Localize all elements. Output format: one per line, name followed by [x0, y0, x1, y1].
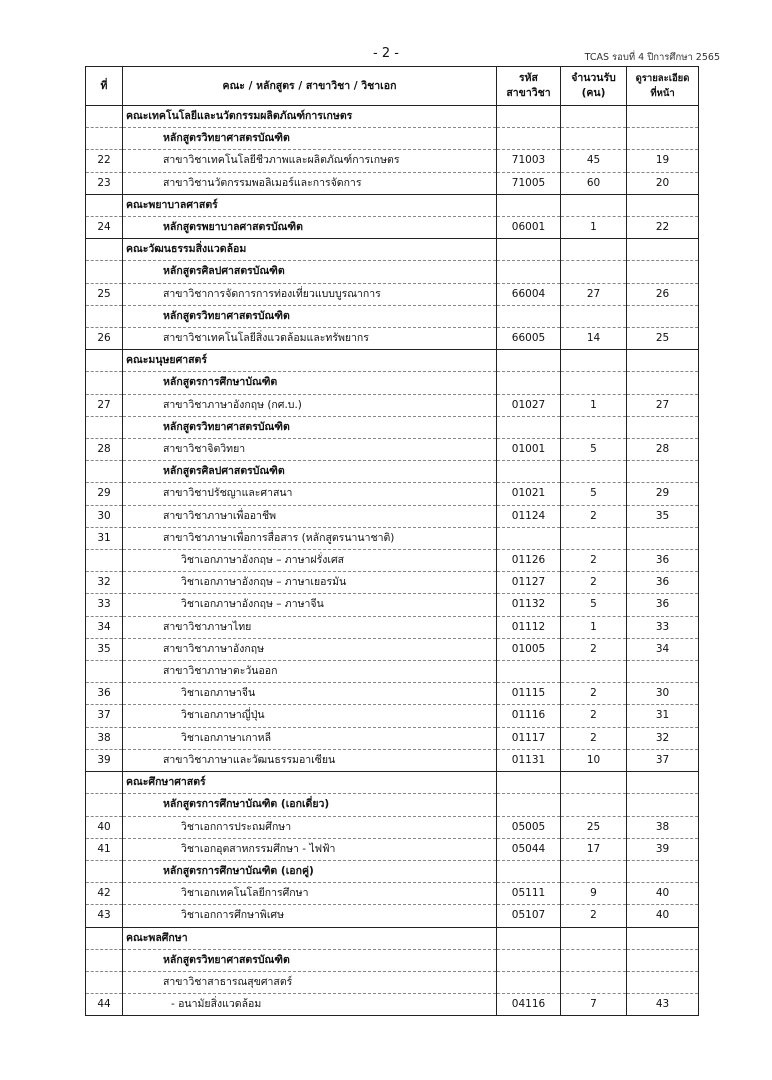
- detail-page: 29: [627, 483, 699, 505]
- admission-quantity: 2: [561, 727, 627, 749]
- major-code: 71005: [497, 172, 561, 194]
- major-name: สาขาวิชาสาธารณสุขศาสตร์: [123, 971, 497, 993]
- admission-quantity: 2: [561, 505, 627, 527]
- row-number: [86, 239, 123, 261]
- table-row: [86, 128, 699, 150]
- major-code: [497, 927, 561, 949]
- table-row: [86, 194, 699, 216]
- table-row: [86, 971, 699, 993]
- table-row: [86, 350, 699, 372]
- major-code: 06001: [497, 217, 561, 239]
- table-row: [86, 106, 699, 128]
- faculty-name: คณะพลศึกษา: [123, 927, 497, 949]
- table-body: [86, 106, 699, 1016]
- major-code: [497, 194, 561, 216]
- detail-page: 35: [627, 505, 699, 527]
- major-code: [497, 106, 561, 128]
- detail-page: [627, 971, 699, 993]
- admission-table: [85, 66, 699, 1016]
- program-name: หลักสูตรการศึกษาบัณฑิต (เอกเดี่ยว): [123, 794, 497, 816]
- detail-page: 40: [627, 905, 699, 927]
- table-row: [86, 461, 699, 483]
- row-number: [86, 350, 123, 372]
- major-name: สาขาวิชานวัตกรรมพอลิเมอร์และการจัดการ: [123, 172, 497, 194]
- row-number: 34: [86, 616, 123, 638]
- major-name: สาขาวิชาภาษาเพื่อการสื่อสาร (หลักสูตรนานาชาติ): [123, 527, 497, 549]
- detail-page: 43: [627, 994, 699, 1016]
- major-code: 01027: [497, 394, 561, 416]
- major-code: [497, 860, 561, 882]
- admission-quantity: [561, 261, 627, 283]
- detail-page: 27: [627, 394, 699, 416]
- admission-quantity: 60: [561, 172, 627, 194]
- program-name: หลักสูตรวิทยาศาสตรบัณฑิต: [123, 416, 497, 438]
- admission-quantity: 5: [561, 594, 627, 616]
- major-code: 01126: [497, 550, 561, 572]
- table-row: [86, 661, 699, 683]
- detail-page: 36: [627, 550, 699, 572]
- header-name: คณะ / หลักสูตร / สาขาวิชา / วิชาเอก: [123, 67, 497, 106]
- table-header-row: [86, 67, 699, 106]
- major-code: [497, 527, 561, 549]
- detail-page: [627, 305, 699, 327]
- detail-page: [627, 661, 699, 683]
- detail-page: 31: [627, 705, 699, 727]
- major-code: 71003: [497, 150, 561, 172]
- row-number: 37: [86, 705, 123, 727]
- faculty-name: คณะมนุษยศาสตร์: [123, 350, 497, 372]
- admission-quantity: 7: [561, 994, 627, 1016]
- detail-page: [627, 416, 699, 438]
- program-name: หลักสูตรวิทยาศาสตรบัณฑิต: [123, 305, 497, 327]
- major-name: วิชาเอกภาษาอังกฤษ – ภาษาเยอรมัน: [123, 572, 497, 594]
- major-name: สาขาวิชาเทคโนโลยีชีวภาพและผลิตภัณฑ์การเกษตร: [123, 150, 497, 172]
- detail-page: 39: [627, 838, 699, 860]
- detail-page: 19: [627, 150, 699, 172]
- table-row: [86, 261, 699, 283]
- row-number: [86, 106, 123, 128]
- row-number: 35: [86, 638, 123, 660]
- header-page: ดูรายละเอียด ที่หน้า: [627, 67, 699, 106]
- admission-quantity: [561, 372, 627, 394]
- major-name: สาขาวิชาการจัดการการท่องเที่ยวแบบบูรณาการ: [123, 283, 497, 305]
- detail-page: [627, 128, 699, 150]
- table-row: [86, 749, 699, 771]
- table-row: [86, 239, 699, 261]
- row-number: 30: [86, 505, 123, 527]
- admission-quantity: 27: [561, 283, 627, 305]
- detail-page: 22: [627, 217, 699, 239]
- admission-quantity: [561, 772, 627, 794]
- program-name: หลักสูตรวิทยาศาสตรบัณฑิต: [123, 128, 497, 150]
- admission-quantity: [561, 128, 627, 150]
- table-row: [86, 283, 699, 305]
- document-header: TCAS รอบที่ 4 ปีการศึกษา 2565: [584, 52, 720, 63]
- table-row: [86, 994, 699, 1016]
- major-code: 01131: [497, 749, 561, 771]
- row-number: [86, 860, 123, 882]
- header-code: รหัส สาขาวิชา: [497, 67, 561, 106]
- table-row: [86, 527, 699, 549]
- admission-quantity: 1: [561, 217, 627, 239]
- detail-page: 40: [627, 883, 699, 905]
- admission-quantity: [561, 527, 627, 549]
- table-row: [86, 217, 699, 239]
- major-name: สาขาวิชาเทคโนโลยีสิ่งแวดล้อมและทรัพยากร: [123, 328, 497, 350]
- major-code: 01132: [497, 594, 561, 616]
- major-name: สาขาวิชาปรัชญาและศาสนา: [123, 483, 497, 505]
- table-row: [86, 905, 699, 927]
- admission-quantity: [561, 794, 627, 816]
- major-name: วิชาเอกภาษาอังกฤษ – ภาษาฝรั่งเศส: [123, 550, 497, 572]
- major-code: 66005: [497, 328, 561, 350]
- detail-page: [627, 860, 699, 882]
- row-number: [86, 794, 123, 816]
- table-row: [86, 394, 699, 416]
- row-number: 33: [86, 594, 123, 616]
- major-code: [497, 128, 561, 150]
- table-row: [86, 172, 699, 194]
- detail-page: [627, 350, 699, 372]
- table-row: [86, 772, 699, 794]
- detail-page: 30: [627, 683, 699, 705]
- faculty-name: คณะศึกษาศาสตร์: [123, 772, 497, 794]
- table-row: [86, 328, 699, 350]
- admission-quantity: 2: [561, 638, 627, 660]
- faculty-name: คณะวัฒนธรรมสิ่งแวดล้อม: [123, 239, 497, 261]
- table-row: [86, 439, 699, 461]
- detail-page: 36: [627, 572, 699, 594]
- major-code: [497, 461, 561, 483]
- admission-quantity: [561, 416, 627, 438]
- admission-quantity: 2: [561, 550, 627, 572]
- table-row: [86, 483, 699, 505]
- table-row: [86, 616, 699, 638]
- table-row: [86, 372, 699, 394]
- admission-quantity: [561, 661, 627, 683]
- admission-quantity: 9: [561, 883, 627, 905]
- major-code: 01124: [497, 505, 561, 527]
- major-code: [497, 305, 561, 327]
- row-number: 27: [86, 394, 123, 416]
- header-quantity: จำนวนรับ (คน): [561, 67, 627, 106]
- table-row: [86, 860, 699, 882]
- row-number: 40: [86, 816, 123, 838]
- table-row: [86, 883, 699, 905]
- major-name: สาขาวิชาภาษาและวัฒนธรรมอาเซียน: [123, 749, 497, 771]
- detail-page: [627, 106, 699, 128]
- admission-quantity: [561, 860, 627, 882]
- table-row: [86, 150, 699, 172]
- table-row: [86, 949, 699, 971]
- admission-quantity: 1: [561, 394, 627, 416]
- row-number: [86, 416, 123, 438]
- row-number: 25: [86, 283, 123, 305]
- admission-quantity: 2: [561, 572, 627, 594]
- detail-page: [627, 949, 699, 971]
- program-name: หลักสูตรศิลปศาสตรบัณฑิต: [123, 461, 497, 483]
- row-number: 28: [86, 439, 123, 461]
- major-name: วิชาเอกการศึกษาพิเศษ: [123, 905, 497, 927]
- major-code: [497, 350, 561, 372]
- major-code: 01112: [497, 616, 561, 638]
- program-name: หลักสูตรการศึกษาบัณฑิต: [123, 372, 497, 394]
- detail-page: [627, 372, 699, 394]
- admission-quantity: 1: [561, 616, 627, 638]
- admission-quantity: [561, 971, 627, 993]
- table-row: [86, 572, 699, 594]
- admission-quantity: 5: [561, 483, 627, 505]
- detail-page: [627, 527, 699, 549]
- admission-quantity: [561, 194, 627, 216]
- table-row: [86, 727, 699, 749]
- admission-quantity: 14: [561, 328, 627, 350]
- row-number: [86, 305, 123, 327]
- major-code: [497, 949, 561, 971]
- major-name: วิชาเอกภาษาอังกฤษ – ภาษาจีน: [123, 594, 497, 616]
- row-number: [86, 128, 123, 150]
- major-code: 05044: [497, 838, 561, 860]
- detail-page: 36: [627, 594, 699, 616]
- major-code: 01116: [497, 705, 561, 727]
- detail-page: [627, 194, 699, 216]
- admission-quantity: [561, 239, 627, 261]
- faculty-name: คณะเทคโนโลยีและนวัตกรรมผลิตภัณฑ์การเกษตร: [123, 106, 497, 128]
- row-number: 43: [86, 905, 123, 927]
- major-code: [497, 772, 561, 794]
- major-code: 01127: [497, 572, 561, 594]
- row-number: 23: [86, 172, 123, 194]
- row-number: [86, 550, 123, 572]
- row-number: 44: [86, 994, 123, 1016]
- faculty-name: คณะพยาบาลศาสตร์: [123, 194, 497, 216]
- row-number: 26: [86, 328, 123, 350]
- major-name: - อนามัยสิ่งแวดล้อม: [123, 994, 497, 1016]
- row-number: 41: [86, 838, 123, 860]
- detail-page: 32: [627, 727, 699, 749]
- major-code: [497, 971, 561, 993]
- detail-page: 33: [627, 616, 699, 638]
- detail-page: [627, 794, 699, 816]
- major-code: [497, 239, 561, 261]
- major-code: 01005: [497, 638, 561, 660]
- major-name: สาขาวิชาภาษาอังกฤษ (กศ.บ.): [123, 394, 497, 416]
- row-number: 42: [86, 883, 123, 905]
- admission-quantity: 10: [561, 749, 627, 771]
- program-name: หลักสูตรการศึกษาบัณฑิต (เอกคู่): [123, 860, 497, 882]
- row-number: [86, 772, 123, 794]
- detail-page: 25: [627, 328, 699, 350]
- major-name: สาขาวิชาภาษาอังกฤษ: [123, 638, 497, 660]
- table-row: [86, 794, 699, 816]
- admission-quantity: 5: [561, 439, 627, 461]
- program-name: หลักสูตรศิลปศาสตรบัณฑิต: [123, 261, 497, 283]
- major-name: วิชาเอกเทคโนโลยีการศึกษา: [123, 883, 497, 905]
- row-number: 38: [86, 727, 123, 749]
- admission-quantity: 2: [561, 705, 627, 727]
- table-row: [86, 550, 699, 572]
- admission-quantity: 2: [561, 683, 627, 705]
- row-number: 39: [86, 749, 123, 771]
- detail-page: 38: [627, 816, 699, 838]
- detail-page: 37: [627, 749, 699, 771]
- table-row: [86, 638, 699, 660]
- major-name: วิชาเอกภาษาเกาหลี: [123, 727, 497, 749]
- admission-quantity: [561, 305, 627, 327]
- major-name: วิชาเอกการประถมศึกษา: [123, 816, 497, 838]
- major-code: 66004: [497, 283, 561, 305]
- major-code: 01115: [497, 683, 561, 705]
- major-name: วิชาเอกภาษาจีน: [123, 683, 497, 705]
- detail-page: 28: [627, 439, 699, 461]
- table-row: [86, 683, 699, 705]
- major-code: 01117: [497, 727, 561, 749]
- major-code: 05111: [497, 883, 561, 905]
- major-name: สาขาวิชาภาษาไทย: [123, 616, 497, 638]
- admission-quantity: 17: [561, 838, 627, 860]
- admission-quantity: 2: [561, 905, 627, 927]
- page-number: - 2 -: [373, 46, 399, 61]
- row-number: [86, 661, 123, 683]
- row-number: [86, 927, 123, 949]
- major-code: [497, 416, 561, 438]
- table-row: [86, 927, 699, 949]
- detail-page: [627, 239, 699, 261]
- admission-quantity: [561, 949, 627, 971]
- row-number: [86, 461, 123, 483]
- row-number: [86, 194, 123, 216]
- row-number: 36: [86, 683, 123, 705]
- row-number: [86, 971, 123, 993]
- detail-page: [627, 461, 699, 483]
- major-name: สาขาวิชาจิตวิทยา: [123, 439, 497, 461]
- header-no: ที่: [86, 67, 123, 106]
- detail-page: [627, 261, 699, 283]
- detail-page: [627, 927, 699, 949]
- major-name: สาขาวิชาภาษาตะวันออก: [123, 661, 497, 683]
- major-code: 01001: [497, 439, 561, 461]
- admission-quantity: 45: [561, 150, 627, 172]
- admission-quantity: [561, 106, 627, 128]
- table-row: [86, 816, 699, 838]
- major-code: [497, 261, 561, 283]
- detail-page: [627, 772, 699, 794]
- row-number: [86, 949, 123, 971]
- major-code: [497, 794, 561, 816]
- table-row: [86, 416, 699, 438]
- program-name: หลักสูตรวิทยาศาสตรบัณฑิต: [123, 949, 497, 971]
- table-row: [86, 505, 699, 527]
- row-number: 31: [86, 527, 123, 549]
- table-row: [86, 838, 699, 860]
- row-number: 32: [86, 572, 123, 594]
- row-number: 24: [86, 217, 123, 239]
- table-row: [86, 705, 699, 727]
- major-code: 01021: [497, 483, 561, 505]
- major-name: วิชาเอกภาษาญี่ปุ่น: [123, 705, 497, 727]
- major-code: [497, 372, 561, 394]
- admission-quantity: [561, 461, 627, 483]
- detail-page: 34: [627, 638, 699, 660]
- row-number: 22: [86, 150, 123, 172]
- major-name: สาขาวิชาภาษาเพื่ออาชีพ: [123, 505, 497, 527]
- major-code: [497, 661, 561, 683]
- major-name: วิชาเอกอุตสาหกรรมศึกษา - ไฟฟ้า: [123, 838, 497, 860]
- major-code: 04116: [497, 994, 561, 1016]
- program-name: หลักสูตรพยาบาลศาสตรบัณฑิต: [123, 217, 497, 239]
- detail-page: 26: [627, 283, 699, 305]
- admission-quantity: [561, 927, 627, 949]
- major-code: 05005: [497, 816, 561, 838]
- row-number: 29: [86, 483, 123, 505]
- major-code: 05107: [497, 905, 561, 927]
- detail-page: 20: [627, 172, 699, 194]
- admission-quantity: 25: [561, 816, 627, 838]
- row-number: [86, 372, 123, 394]
- table-row: [86, 594, 699, 616]
- table-row: [86, 305, 699, 327]
- admission-quantity: [561, 350, 627, 372]
- row-number: [86, 261, 123, 283]
